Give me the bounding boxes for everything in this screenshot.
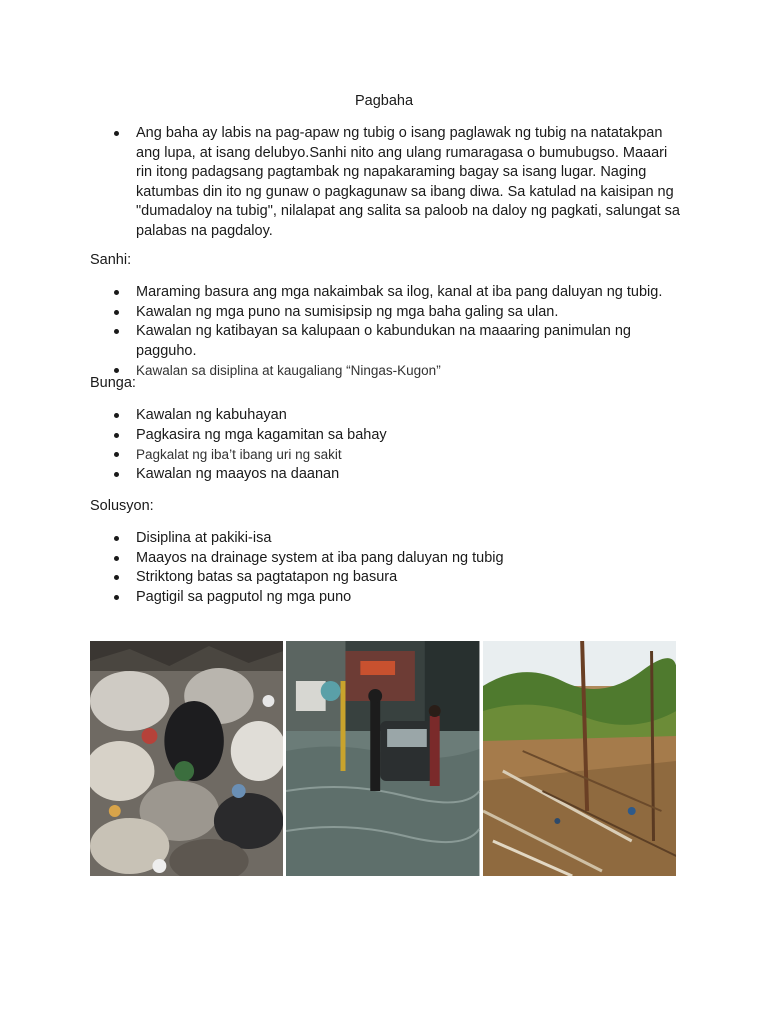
photo-row [90,641,676,876]
list-item: Maraming basura ang mga nakaimbak sa ilog, kanal at iba pang daluyan ng tubig. [113,283,683,303]
list-item: Maayos na drainage system at iba pang daluyan ng tubig [113,549,683,569]
bunga-heading: Bunga: [90,375,136,391]
flooded-street-photo [286,641,479,876]
bunga-list [113,406,683,484]
solusyon-heading: Solusyon: [90,498,154,514]
list-item: Kawalan sa disiplina at kaugaliang “Ningas-Kugon” [113,361,683,381]
intro-list [113,124,683,241]
list-item: Pagtigil sa pagputol ng mga puno [113,588,683,608]
page-title: Pagbaha [354,93,414,109]
deforested-hillside-photo [483,641,676,876]
list-item: Kawalan ng katibayan sa kalupaan o kabundukan na maaaring panimulan ng pagguho. [113,322,683,361]
list-item: Disiplina at pakiki-isa [113,529,683,549]
list-item: Kawalan ng maayos na daanan [113,465,683,485]
list-item: Pagkasira ng mga kagamitan sa bahay [113,426,683,446]
list-item: Kawalan ng kabuhayan [113,406,683,426]
garbage-pile-photo [90,641,283,876]
list-item: Striktong batas sa pagtatapon ng basura [113,568,683,588]
sanhi-heading: Sanhi: [90,252,132,268]
solusyon-list [113,529,683,607]
sanhi-list [113,283,683,381]
list-item: Kawalan ng mga puno na sumisipsip ng mga baha galing sa ulan. [113,303,683,323]
list-item: Pagkalat ng iba’t ibang uri ng sakit [113,445,683,465]
intro-paragraph: Ang baha ay labis na pag-apaw ng tubig o isang paglawak ng tubig na natatakpan ang lupa, at isang delubyo.Sanhi nito ang ulang rumaragasa o bumubugso. Maaari rin itong padagsang pagtambak ng napakaraming bagay sa isang lugar. Naging katumbas din ito ng gunaw o pagkagunaw sa ibang diwa. Sa katulad na kaisipan ng "dumadaloy na tubig", nilalapat ang salita sa paloob na daloy ng pagkati, salungat sa palabas na pagdaloy. [113,124,683,241]
